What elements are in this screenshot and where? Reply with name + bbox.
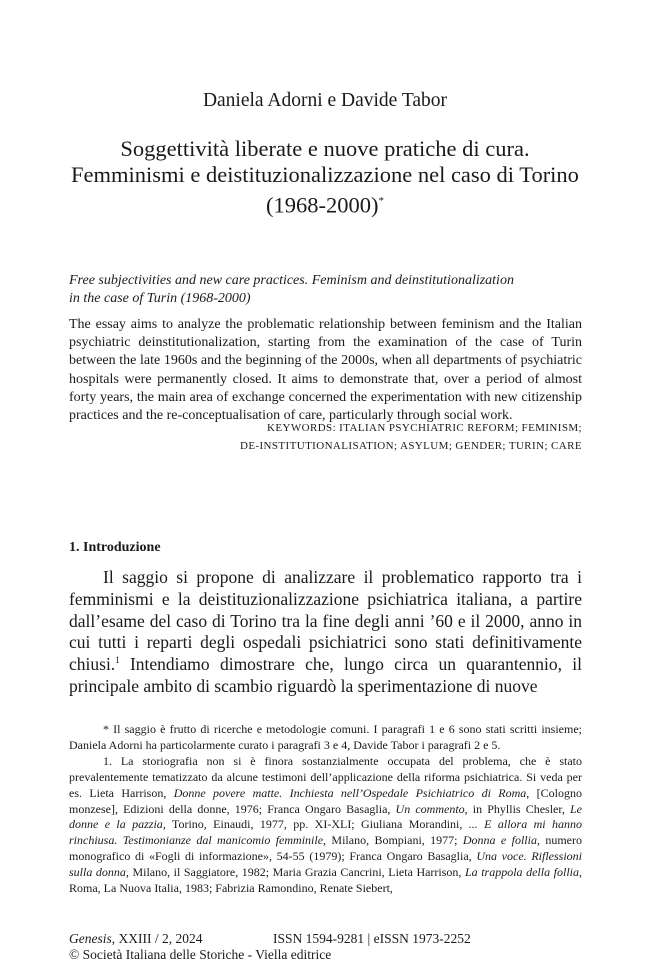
title-line-1: Soggettività liberate e nuove pratiche di cura.: [120, 136, 530, 161]
fn1-text-i: , Milano, Bompiani, 1977;: [323, 833, 463, 848]
fn1-text-k: , numero monografico di «Fogli di informazione», 54-55 (1979); Franca Ongaro Basaglia,: [69, 833, 582, 864]
footnotes: [69, 722, 582, 897]
body-paragraph: [69, 567, 582, 698]
fn1-text-o: , Roma, La Nuova Italia, 1983; Fabrizia Ramondino, Renate Siebert,: [69, 865, 582, 896]
title-note-mark: *: [378, 195, 384, 207]
abstract: The essay aims to analyze the problematic relationship between feminism and the Italian psychiatric deinstitutionalization, starting from the examination of the case of Turin between the late 1960s and the beginning of the 2000s, when all departments of psychiatric hospitals were permanently closed. It aims to demonstrate that, over a period of almost forty years, the main area of exchange concerned the experimentation with new citizenship practices and the re-conceptualisation of care, particularly through social work.: [69, 317, 582, 424]
issn: ISSN 1594-9281 | eISSN 1973-2252: [273, 931, 471, 946]
keywords-line-2: DE-INSTITUTIONALISATION; ASYLUM; GENDER; TURIN; CARE: [239, 440, 582, 453]
journal-citation: [69, 931, 273, 947]
english-title-line-2: in the case of Turin (1968-2000): [69, 291, 251, 306]
fn1-text-c: , [Cologno monzese], Edizioni della donne, 1976; Franca Ongaro Basaglia,: [69, 785, 582, 816]
title-line-3: [40, 188, 610, 219]
keywords-line-1: KEYWORDS: ITALIAN PSYCHIATRIC REFORM; FEMINISM;: [267, 422, 582, 434]
fn1-citation-title: Donne povere matte. Inchiesta nell’Ospedale Psichiatrico di Roma: [173, 785, 527, 800]
fn1-text-e: , in Phyllis Chesler,: [464, 801, 570, 816]
fn1-citation-title: Una voce. Riflessioni sulla donna: [69, 849, 583, 880]
footnote-star: * Il saggio è frutto di ricerche e metodologie comuni. I paragrafi 1 e 6 sono stati scritti insieme; Daniela Adorni ha particolarmente curato i paragrafi 3 e 4, Davide Tabor i paragrafi 2 e 5.: [69, 722, 582, 752]
fn1-text-m: , Milano, il Saggiatore, 1982; Maria Grazia Cancrini, Lieta Harrison,: [125, 865, 465, 880]
page-footer: [69, 931, 582, 963]
fn1-citation-title: Un commento: [395, 801, 465, 816]
article-title: [40, 136, 610, 219]
body-text-part-1: Il saggio si propone di analizzare il problematico rapporto tra i femminismi e la deistituzionalizzazione psichiatrica italiana, a partire dall’esame del caso di Torino tra la fine degli anni ’60 e il 2000, anno in cui tutti i reparti degli ospedali psichiatrici sono stati definitivamente chiusi.: [69, 567, 582, 675]
authors: Daniela Adorni e Davide Tabor: [202, 90, 448, 111]
title-line-2: Femminismi e deistituzionalizzazione nel caso di Torino: [71, 162, 579, 187]
journal-issue: , XXIII / 2, 2024: [111, 931, 203, 946]
footnote-1: [69, 754, 582, 897]
fn1-citation-title: ... E allora mi hanno rinchiusa. Testimonianze dal manicomio femminile: [69, 817, 582, 848]
english-title: [69, 272, 589, 308]
fn1-citation-title: La trappola della follia: [464, 865, 579, 880]
english-title-line-1: Free subjectivities and new care practices. Feminism and deinstitutionalization: [69, 273, 514, 288]
fn1-citation-title: Le donne e la pazzia: [69, 801, 582, 832]
footnote-reference-1[interactable]: 1: [115, 655, 120, 666]
fn1-text-a: 1. La storiografia non si è finora sostanzialmente occupata del problema, che è stato prevalentemente tematizzato da alcune testimoni dell’applicazione della riforma psichiatrica. Si veda per es. Lieta Harrison,: [69, 753, 582, 800]
publisher: © Società Italiana delle Storiche - Viella editrice: [69, 947, 332, 962]
keywords: [69, 419, 582, 455]
title-years: (1968-2000): [266, 192, 379, 218]
fn1-citation-title: Donna e follia: [462, 833, 537, 848]
footer-line-1: [69, 931, 582, 947]
section-heading: 1. Introduzione: [69, 540, 161, 555]
journal-name: Genesis: [69, 931, 112, 946]
body-text-part-2: Intendiamo dimostrare che, lungo circa un quarantennio, il principale ambito di scambio riguardò la sperimentazione di nuove: [69, 654, 582, 696]
fn1-text-g: , Torino, Einaudi, 1977, pp. XI-XLI; Giuliana Morandini,: [162, 817, 469, 832]
